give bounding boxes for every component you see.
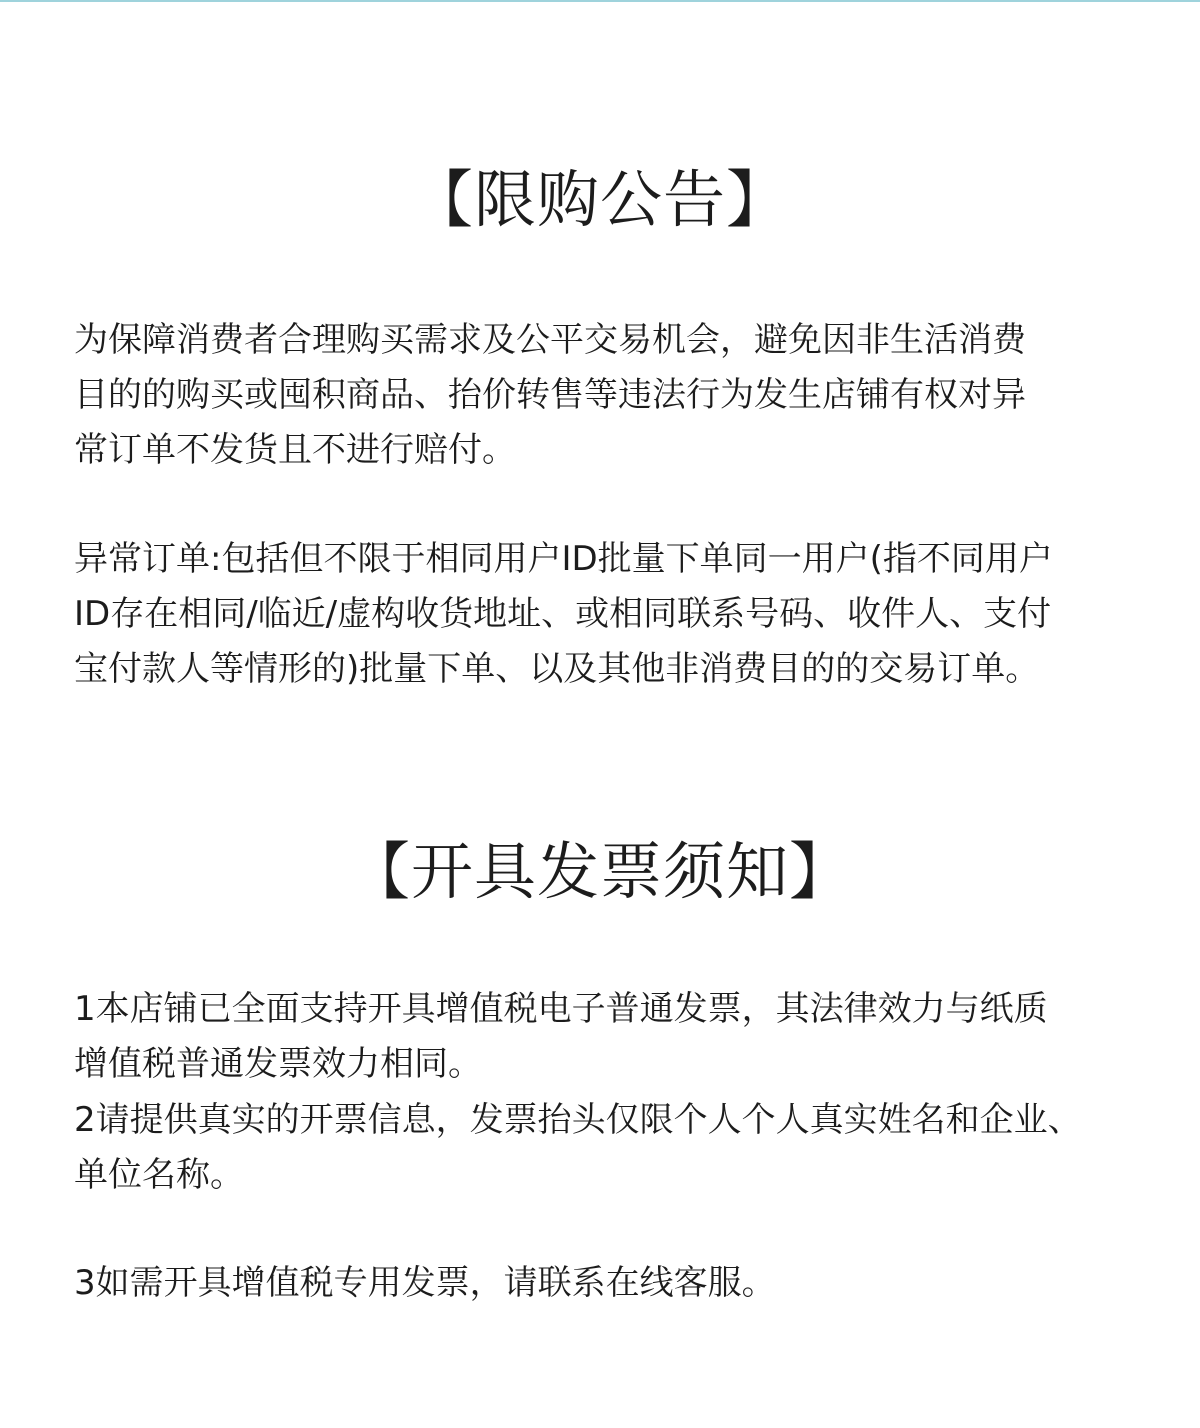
text-line: 3如需开具增值税专用发票，请联系在线客服。 <box>74 1263 776 1303</box>
text-line: 常订单不发货且不进行赔付。 <box>74 430 516 470</box>
text-line: 异常订单:包括但不限于相同用户ID批量下单同一用户(指不同用户 <box>74 539 1053 579</box>
text-line: 增值税普通发票效力相同。 <box>74 1044 482 1084</box>
invoice-notice-title: 【开具发票须知】 <box>347 835 852 908</box>
text-line: 目的的购买或囤积商品、抬价转售等违法行为发生店铺有权对异 <box>74 375 1026 415</box>
top-divider <box>0 0 1200 2</box>
text-line: 单位名称。 <box>74 1155 244 1195</box>
text-line: 为保障消费者合理购买需求及公平交易机会，避免因非生活消费 <box>74 320 1026 360</box>
text-line: ID存在相同/临近/虚构收货地址、或相同联系号码、收件人、支付 <box>74 594 1052 634</box>
notice-paragraph-1 <box>74 313 1144 478</box>
text-line: 2请提供真实的开票信息，发票抬头仅限个人个人真实姓名和企业、 <box>74 1100 1082 1140</box>
text-line: 宝付款人等情形的)批量下单、以及其他非消费目的的交易订单。 <box>74 649 1040 689</box>
invoice-item-3 <box>74 1256 1144 1311</box>
invoice-item-2 <box>74 1093 1144 1203</box>
invoice-item-1 <box>74 982 1144 1092</box>
text-line: 1本店铺已全面支持开具增值税电子普通发票，其法律效力与纸质 <box>74 989 1048 1029</box>
notice-paragraph-2 <box>74 532 1144 697</box>
purchase-limit-notice-title: 【限购公告】 <box>410 163 789 236</box>
